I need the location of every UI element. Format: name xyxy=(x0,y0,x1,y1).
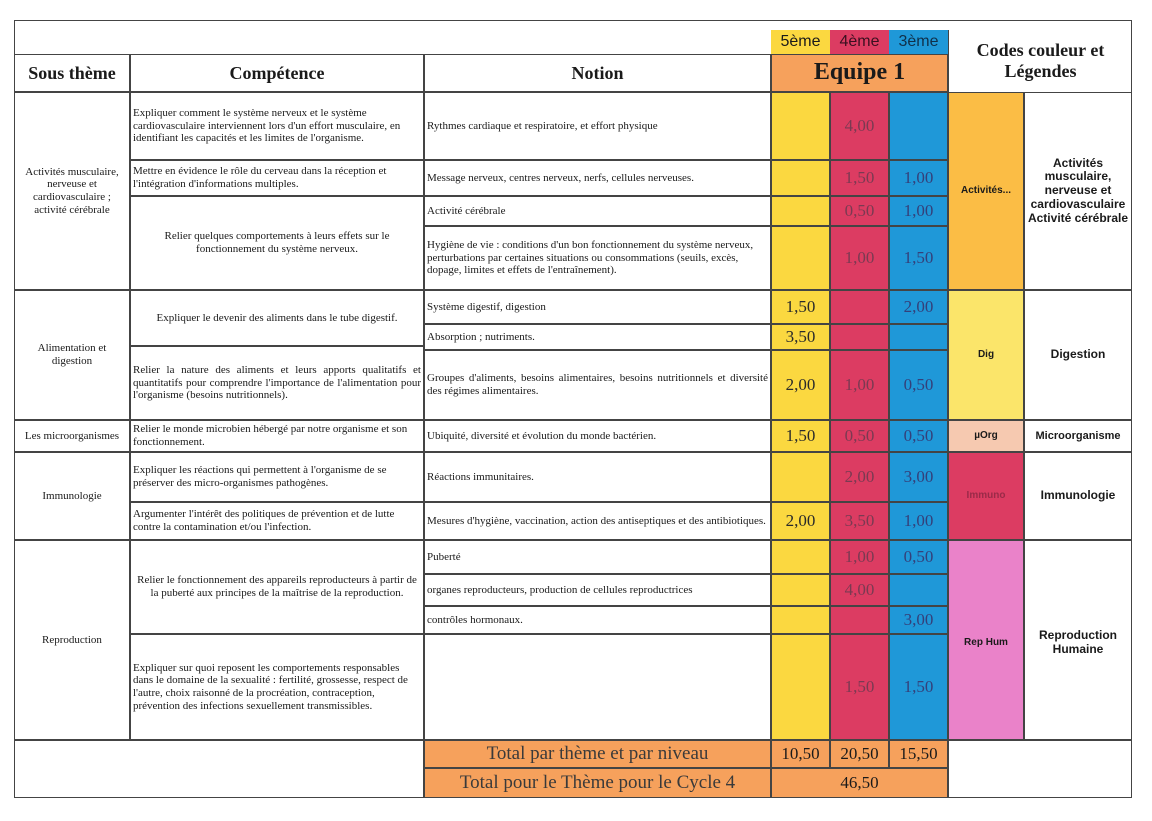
competence-5: Relier la nature des aliments et leurs apports qualitatifs et quantitatifs pour comprendre l'importance de l'alimentation pour l'organisme (besoins nutritionnels). xyxy=(130,346,424,420)
value-r12-5 xyxy=(771,574,830,606)
legend-label-immunologie: Immunologie xyxy=(1024,452,1132,540)
competence-3: Relier quelques comportements à leurs effets sur le fonctionnement du système nerveux. xyxy=(130,196,424,290)
legend-code-activites: Activités... xyxy=(948,92,1024,290)
total-level-4: 20,50 xyxy=(830,740,889,768)
value-r4-4: 1,00 xyxy=(830,226,889,290)
value-r5-4 xyxy=(830,290,889,324)
notion-8: Ubiquité, diversité et évolution du monde bactérien. xyxy=(424,420,771,452)
competence-4: Expliquer le devenir des aliments dans le tube digestif. xyxy=(130,290,424,346)
total-cycle-label: Total pour le Thème pour le Cycle 4 xyxy=(424,768,771,798)
legend-code-immunologie: Immuno xyxy=(948,452,1024,540)
value-r10-3: 1,00 xyxy=(889,502,948,540)
value-r8-3: 0,50 xyxy=(889,420,948,452)
value-r12-3 xyxy=(889,574,948,606)
notion-11: Puberté xyxy=(424,540,771,574)
value-r2-5 xyxy=(771,160,830,196)
notion-3: Activité cérébrale xyxy=(424,196,771,226)
competence-table xyxy=(14,20,1132,798)
legend-code-microorganisme: µOrg xyxy=(948,420,1024,452)
legend-code-digestion: Dig xyxy=(948,290,1024,420)
notion-1: Rythmes cardiaque et respiratoire, et effort physique xyxy=(424,92,771,160)
notion-6: Absorption ; nutriments. xyxy=(424,324,771,350)
theme-alimentation: Alimentation et digestion xyxy=(14,290,130,420)
value-r9-5 xyxy=(771,452,830,502)
level-4-header: 4ème xyxy=(830,30,889,54)
notion-10: Mesures d'hygiène, vaccination, action des antiseptiques et des antibiotiques. xyxy=(424,502,771,540)
notion-14 xyxy=(424,634,771,740)
competence-6: Relier le monde microbien hébergé par notre organisme et son fonctionnement. xyxy=(130,420,424,452)
legend-label-microorganisme: Microorganisme xyxy=(1024,420,1132,452)
sous-theme-header: Sous thème xyxy=(14,54,130,92)
competence-9: Relier le fonctionnement des appareils reproducteurs à partir de la puberté aux principes de la maîtrise de la reproduction. xyxy=(130,540,424,634)
legend-label-reproduction: Reproduction Humaine xyxy=(1024,540,1132,740)
theme-microorganismes: Les microorganismes xyxy=(14,420,130,452)
value-r6-5: 3,50 xyxy=(771,324,830,350)
value-r13-4 xyxy=(830,606,889,634)
notion-4: Hygiène de vie : conditions d'un bon fonctionnement du système nerveux, perturbations par certaines situations ou consommations (seuils, excès, dopage, limites et effets de l'entraînement). xyxy=(424,226,771,290)
competence-header: Compétence xyxy=(130,54,424,92)
value-r14-3: 1,50 xyxy=(889,634,948,740)
totals-blank xyxy=(14,740,424,798)
legend-code-reproduction: Rep Hum xyxy=(948,540,1024,740)
value-r6-3 xyxy=(889,324,948,350)
notion-7: Groupes d'aliments, besoins alimentaires, besoins nutritionnels et diversité des régimes alimentaires. xyxy=(424,350,771,420)
legend-header: Codes couleur et Légendes xyxy=(948,30,1132,92)
value-r6-4 xyxy=(830,324,889,350)
value-r2-4: 1,50 xyxy=(830,160,889,196)
competence-2: Mettre en évidence le rôle du cerveau dans la réception et l'intégration d'informations multiples. xyxy=(130,160,424,196)
equipe-header: Equipe 1 xyxy=(771,54,948,92)
notion-5: Système digestif, digestion xyxy=(424,290,771,324)
legend-label-activites: Activités musculaire, nerveuse et cardiovasculaire Activité cérébrale xyxy=(1024,92,1132,290)
theme-immunologie: Immunologie xyxy=(14,452,130,540)
total-level-3: 15,50 xyxy=(889,740,948,768)
competence-7: Expliquer les réactions qui permettent à l'organisme de se préserver des micro-organismes pathogènes. xyxy=(130,452,424,502)
legend-label-digestion: Digestion xyxy=(1024,290,1132,420)
notion-13: contrôles hormonaux. xyxy=(424,606,771,634)
value-r7-5: 2,00 xyxy=(771,350,830,420)
value-r4-5 xyxy=(771,226,830,290)
value-r5-5: 1,50 xyxy=(771,290,830,324)
notion-2: Message nerveux, centres nerveux, nerfs, cellules nerveuses. xyxy=(424,160,771,196)
value-r7-3: 0,50 xyxy=(889,350,948,420)
value-r2-3: 1,00 xyxy=(889,160,948,196)
value-r3-3: 1,00 xyxy=(889,196,948,226)
value-r13-3: 3,00 xyxy=(889,606,948,634)
value-r10-4: 3,50 xyxy=(830,502,889,540)
total-level-5: 10,50 xyxy=(771,740,830,768)
value-r8-5: 1,50 xyxy=(771,420,830,452)
total-level-label: Total par thème et par niveau xyxy=(424,740,771,768)
level-3-header: 3ème xyxy=(889,30,948,54)
value-r11-3: 0,50 xyxy=(889,540,948,574)
competence-1: Expliquer comment le système nerveux et le système cardiovasculaire interviennent lors d'un effort musculaire, en identifiant les capacités et les limites de l'organisme. xyxy=(130,92,424,160)
competence-8: Argumenter l'intérêt des politiques de prévention et de lutte contre la contamination et/ou l'infection. xyxy=(130,502,424,540)
value-r3-4: 0,50 xyxy=(830,196,889,226)
value-r14-5 xyxy=(771,634,830,740)
value-r9-4: 2,00 xyxy=(830,452,889,502)
competence-10: Expliquer sur quoi reposent les comportements responsables dans le domaine de la sexualité : fertilité, grossesse, respect de l'autre, choix raisonné de la procréation, contraception, prévention des infections sexuellement transmissibles. xyxy=(130,634,424,740)
total-cycle-value: 46,50 xyxy=(771,768,948,798)
value-r3-5 xyxy=(771,196,830,226)
theme-activites: Activités musculaire, nerveuse et cardiovasculaire ; activité cérébrale xyxy=(14,92,130,290)
notion-12: organes reproducteurs, production de cellules reproductrices xyxy=(424,574,771,606)
value-r11-5 xyxy=(771,540,830,574)
value-r1-4: 4,00 xyxy=(830,92,889,160)
value-r1-5 xyxy=(771,92,830,160)
value-r14-4: 1,50 xyxy=(830,634,889,740)
notion-9: Réactions immunitaires. xyxy=(424,452,771,502)
value-r10-5: 2,00 xyxy=(771,502,830,540)
value-r1-3 xyxy=(889,92,948,160)
value-r7-4: 1,00 xyxy=(830,350,889,420)
notion-header: Notion xyxy=(424,54,771,92)
level-5-header: 5ème xyxy=(771,30,830,54)
theme-reproduction: Reproduction xyxy=(14,540,130,740)
value-r12-4: 4,00 xyxy=(830,574,889,606)
value-r9-3: 3,00 xyxy=(889,452,948,502)
value-r5-3: 2,00 xyxy=(889,290,948,324)
value-r11-4: 1,00 xyxy=(830,540,889,574)
legend-blank xyxy=(948,740,1132,798)
value-r8-4: 0,50 xyxy=(830,420,889,452)
value-r13-5 xyxy=(771,606,830,634)
value-r4-3: 1,50 xyxy=(889,226,948,290)
